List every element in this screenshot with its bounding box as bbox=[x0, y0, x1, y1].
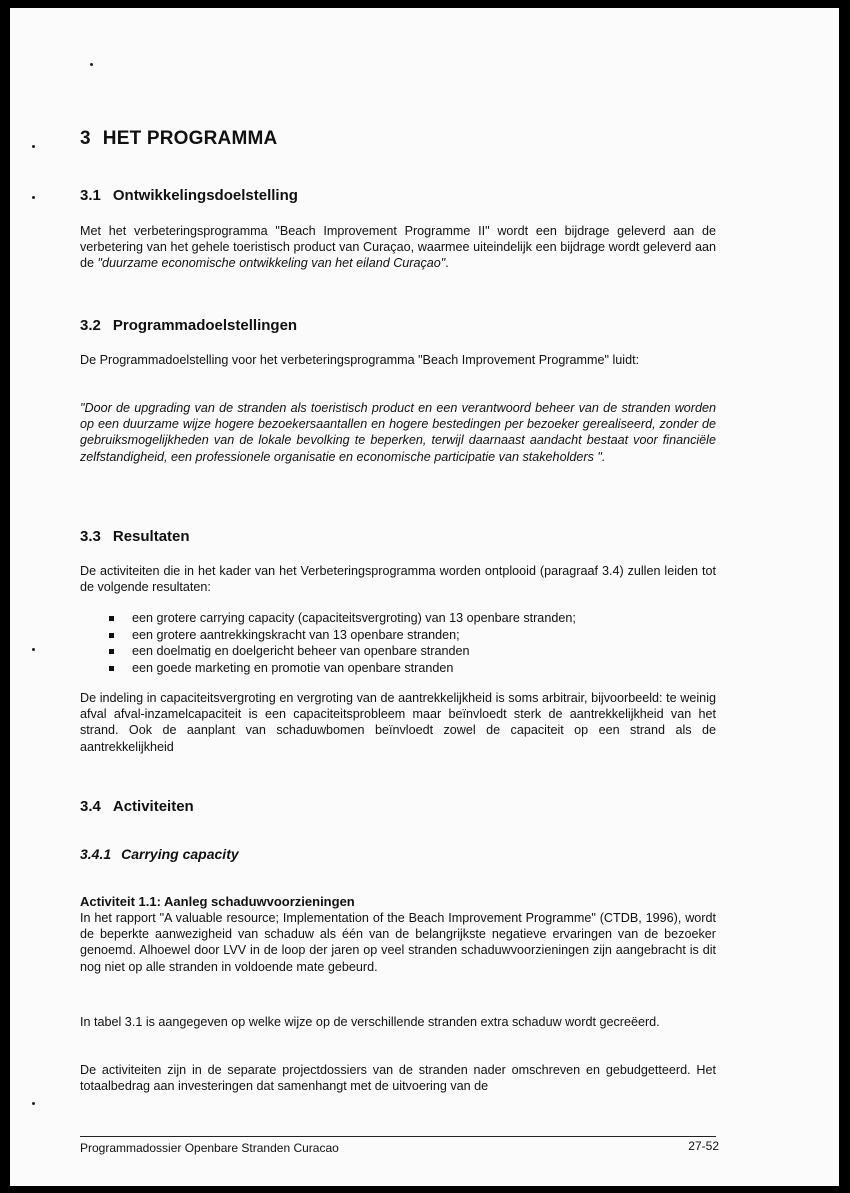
section-title: Resultaten bbox=[112, 528, 190, 545]
paragraph-3-3-closing: De indeling in capaciteitsvergroting en vergroting van de aantrekkelijkheid is soms arbitrair, bijvoorbeeld: te weinig afval afval-inzamelcapaciteit is een capaciteitsprobleem maar beïnvloedt sterk de aantrekkelijkheid van het strand. Ook de aanplant van schaduwbomen beïnvloedt zowel de capaciteit op een strand als de aantrekkelijkheid bbox=[80, 691, 716, 754]
paragraph-activity-3: De activiteiten zijn in de separate projectdossiers van de stranden nader omschreven en gebudgetteerd. Het totaalbedrag aan investeringen dat samenhangt met de uitvoering van de bbox=[80, 1063, 716, 1094]
paragraph-3-1 bbox=[80, 223, 716, 272]
scan-speck bbox=[90, 63, 93, 66]
scan-speck bbox=[32, 1102, 35, 1105]
chapter-title: HET PROGRAMMA bbox=[102, 128, 278, 149]
results-list bbox=[80, 610, 716, 676]
chapter-heading bbox=[80, 128, 277, 150]
section-heading-3-4 bbox=[80, 798, 194, 815]
paragraph-italic-text: "duurzame economische ontwikkeling van het eiland Curaçao" bbox=[97, 256, 446, 271]
section-number: 3.4 bbox=[80, 798, 101, 815]
section-heading-3-2 bbox=[80, 317, 297, 334]
footer-divider bbox=[80, 1136, 716, 1137]
paragraph-activity-2: In tabel 3.1 is aangegeven op welke wijze op de verschillende stranden extra schaduw wordt gecreëerd. bbox=[80, 1015, 660, 1029]
chapter-number: 3 bbox=[80, 128, 91, 149]
section-number: 3.1 bbox=[80, 187, 101, 204]
section-heading-3-3 bbox=[80, 528, 190, 545]
paragraph-3-3-intro: De activiteiten die in het kader van het Verbeteringsprogramma worden ontplooid (paragraaf 3.4) zullen leiden tot de volgende resultaten: bbox=[80, 564, 716, 595]
section-number: 3.3 bbox=[80, 528, 101, 545]
activity-heading: Activiteit 1.1: Aanleg schaduwvoorzieningen bbox=[80, 894, 355, 909]
list-item: een grotere aantrekkingskracht van 13 openbare stranden; bbox=[80, 627, 716, 644]
subsection-heading-3-4-1 bbox=[80, 846, 239, 862]
scan-speck bbox=[32, 648, 35, 651]
scan-speck bbox=[32, 196, 35, 199]
scan-speck bbox=[32, 145, 35, 148]
section-title: Ontwikkelingsdoelstelling bbox=[112, 187, 298, 204]
paragraph-3-2-intro: De Programmadoelstelling voor het verbeteringsprogramma "Beach Improvement Programme" luidt: bbox=[80, 353, 640, 367]
list-item: een doelmatig en doelgericht beheer van openbare stranden bbox=[80, 643, 716, 660]
paragraph-activity-1: In het rapport "A valuable resource; Implementation of the Beach Improvement Programme" (CTDB, 1996), wordt de beperkte aanwezigheid van schaduw als één van de belangrijkste negatieve ervaringen van de bezoeker genoemd. Alhoewel door LVV in de loop der jaren op veel stranden schaduwvoorzieningen zijn aangebracht is dit nog niet op alle stranden in voldoende mate gebeurd. bbox=[80, 911, 716, 974]
footer-document-title: Programmadossier Openbare Stranden Curacao bbox=[80, 1141, 339, 1155]
list-item: een grotere carrying capacity (capaciteitsvergroting) van 13 openbare stranden; bbox=[80, 610, 716, 627]
document-page bbox=[10, 8, 839, 1186]
footer-page-number: 27-52 bbox=[688, 1139, 719, 1153]
section-number: 3.2 bbox=[80, 317, 101, 334]
quote-programme-goal: "Door de upgrading van de stranden als toeristisch product en een verantwoord beheer van de stranden worden op een duurzame wijze hogere bezoekersaantallen en hogere bestedingen per bezoeker gerealiseerd, zonder de gebruiksmogelijkheden van de lokale bevolking te beperken, terwijl daarnaast aandacht bestaat voor financiële zelfstandigheid, een professionele organisatie en economische participatie van stakeholders ". bbox=[80, 401, 716, 464]
section-heading-3-1 bbox=[80, 187, 298, 204]
section-title: Programmadoelstellingen bbox=[112, 317, 298, 334]
paragraph-end: . bbox=[445, 256, 449, 271]
list-item: een goede marketing en promotie van openbare stranden bbox=[80, 660, 716, 677]
subsection-number: 3.4.1 bbox=[80, 846, 112, 862]
paragraph-text: Met het verbeteringsprogramma "Beach Improvement Programme II" wordt een bijdrage geleverd aan de verbetering van het gehele toeristisch product van Curaçao, waarmee uiteindelijk een bijdrage wordt geleverd aan de bbox=[80, 224, 716, 271]
section-title: Activiteiten bbox=[112, 798, 194, 815]
subsection-title: Carrying capacity bbox=[121, 846, 239, 862]
